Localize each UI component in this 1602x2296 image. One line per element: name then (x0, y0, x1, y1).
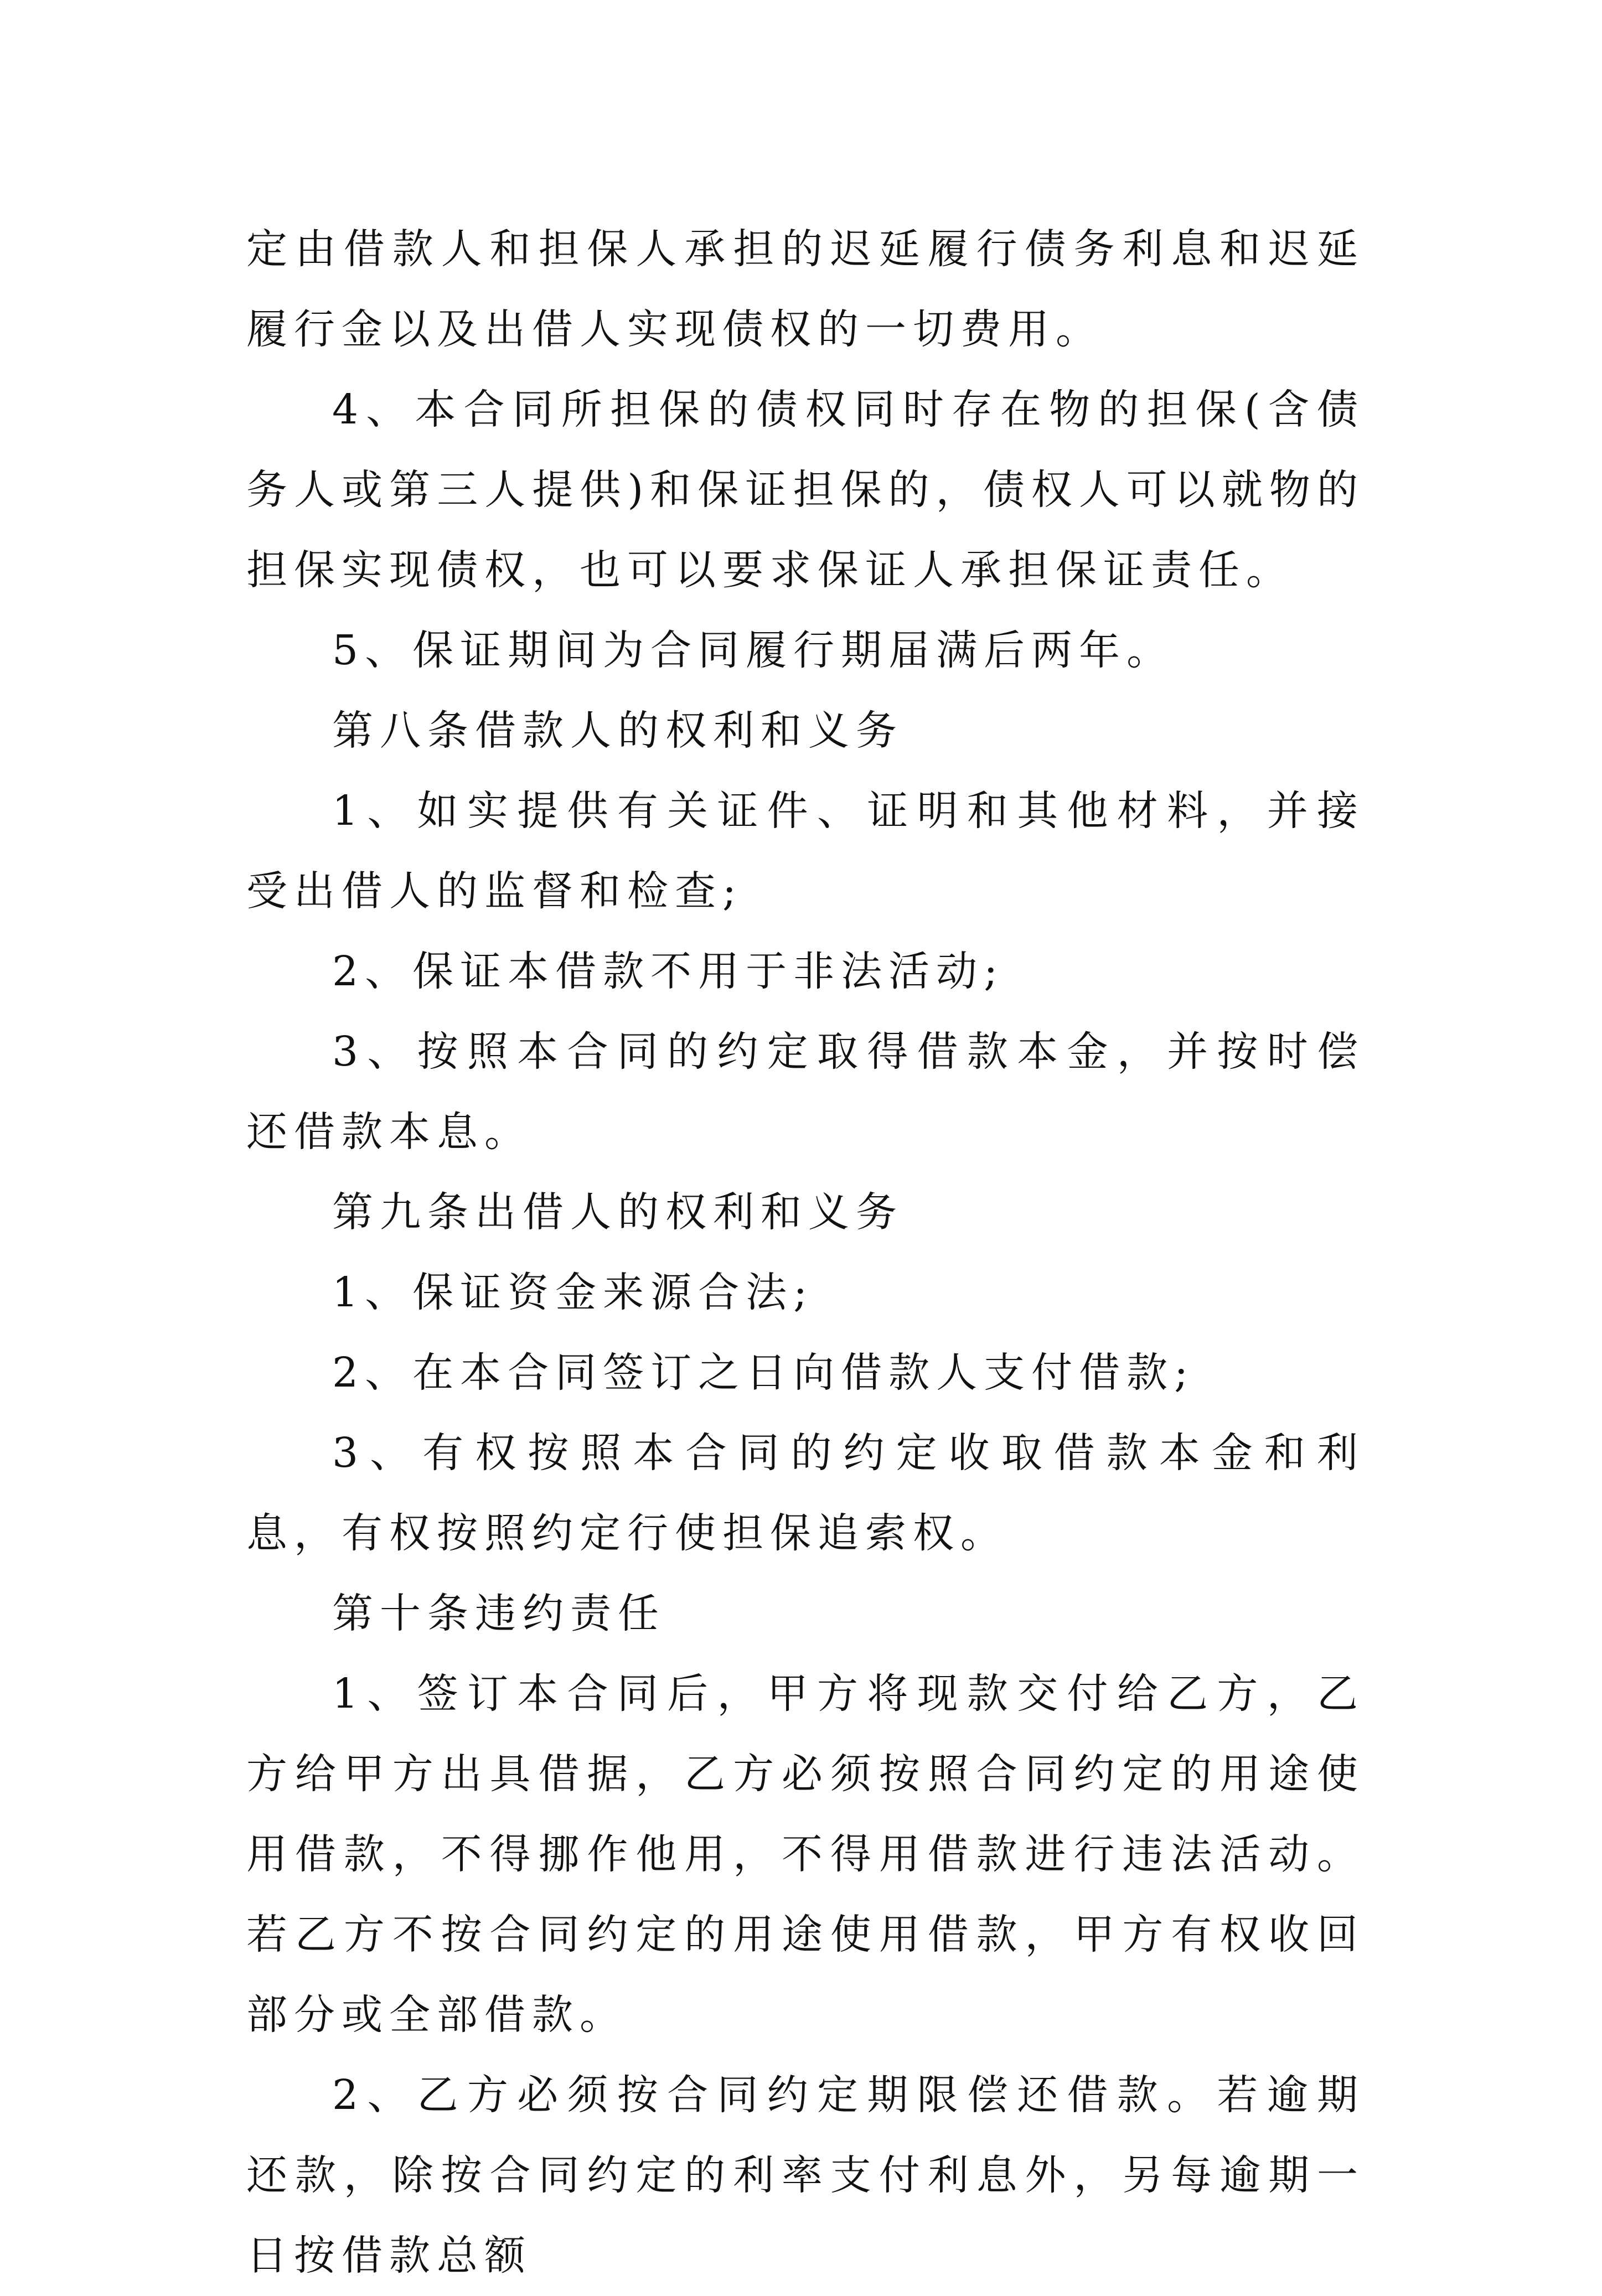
paragraph-continued: 定由借款人和担保人承担的迟延履行债务利息和迟延履行金以及出借人实现债权的一切费用。 (246, 225, 1365, 353)
paragraph-article-8-item-3: 3、按照本合同的约定取得借款本金，并按时偿还借款本息。 (246, 1028, 1365, 1156)
paragraph-article-9-item-1: 1、保证资金来源合法; (332, 1269, 814, 1316)
paragraph-article-10-item-2: 2、乙方必须按合同约定期限偿还借款。若逾期还款，除按合同约定的利率支付利息外，另每逾期一日按借款总额 (246, 2071, 1365, 2279)
paragraph-clause-4: 4、本合同所担保的债权同时存在物的担保(含债务人或第三人提供)和保证担保的，债权人可以就物的担保实现债权，也可以要求保证人承担保证责任。 (246, 386, 1365, 594)
heading-article-10: 第十条违约责任 (332, 1590, 665, 1637)
paragraph-article-10-item-1: 1、签订本合同后，甲方将现款交付给乙方，乙方给甲方出具借据，乙方必须按照合同约定的用途使用借款，不得挪作他用，不得用借款进行违法活动。若乙方不按合同约定的用途使用借款，甲方有权收回部分或全部借款。 (246, 1670, 1365, 2039)
paragraph-clause-5: 5、保证期间为合同履行期届满后两年。 (332, 627, 1175, 674)
paragraph-article-9-item-2: 2、在本合同签订之日向借款人支付借款; (332, 1349, 1195, 1397)
paragraph-article-9-item-3: 3、有权按照本合同的约定收取借款本金和利息，有权按照约定行使担保追索权。 (246, 1429, 1365, 1557)
heading-article-8: 第八条借款人的权利和义务 (332, 707, 903, 754)
paragraph-article-8-item-2: 2、保证本借款不用于非法活动; (332, 948, 1005, 995)
heading-article-9: 第九条出借人的权利和义务 (332, 1188, 903, 1236)
document-body (246, 209, 1365, 2296)
paragraph-article-8-item-1: 1、如实提供有关证件、证明和其他材料，并接受出借人的监督和检查; (246, 787, 1365, 915)
